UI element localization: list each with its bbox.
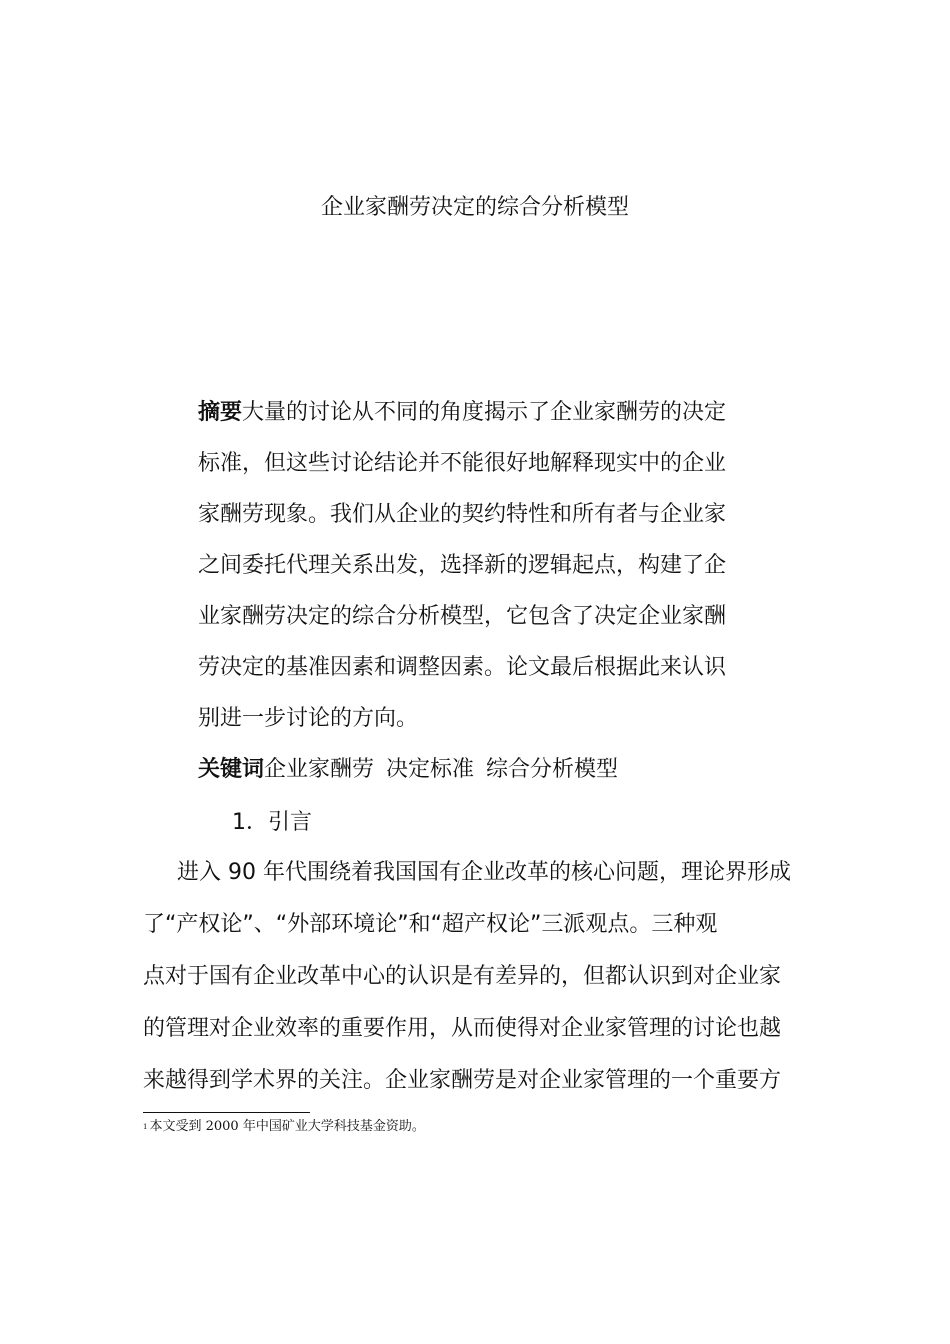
abstract-line: 业家酬劳决定的综合分析模型，它包含了决定企业家酬 [198,604,727,629]
abstract-text: 大量的讨论从不同的角度揭示了企业家酬劳的决定 [242,400,727,425]
footnote-divider [143,1112,310,1113]
abstract-line: 标准，但这些讨论结论并不能很好地解释现实中的企业 [198,451,727,476]
abstract-line [198,396,758,447]
body-line: 了“产权论”、“外部环境论”和“超产权论”三派观点。三种观 [143,912,718,937]
keyword-item: 综合分析模型 [486,757,619,782]
keywords-label: 关键词 [198,757,265,782]
abstract-line: 家酬劳现象。我们从企业的契约特性和所有者与企业家 [198,502,727,527]
section-heading: 1．引言 [232,810,312,835]
document-title: 企业家酬劳决定的综合分析模型 [320,195,629,220]
abstract-label: 摘要 [198,400,243,425]
abstract-line: 之间委托代理关系出发，选择新的逻辑起点，构建了企 [198,553,727,578]
footnote-mark: 1 [143,1123,148,1131]
keyword-item: 企业家酬劳 [264,757,375,782]
footnote [143,1118,425,1136]
body-line: 点对于国有企业改革中心的认识是有差异的，但都认识到对企业家 [143,964,782,989]
abstract-line: 劳决定的基准因素和调整因素。论文最后根据此来认识 [198,655,727,680]
body-line: 进入 90 年代围绕着我国国有企业改革的核心问题，理论界形成 [177,860,791,885]
body-line: 来越得到学术界的关注。企业家酬劳是对企业家管理的一个重要方 [143,1068,782,1093]
keywords-line [198,753,758,804]
abstract-line: 别进一步讨论的方向。 [198,706,419,731]
keyword-item: 决定标准 [386,757,475,782]
abstract-section [198,396,758,804]
footnote-text: 本文受到 2000 年中国矿业大学科技基金资助。 [149,1119,425,1134]
body-paragraph [143,856,813,1116]
body-line: 的管理对企业效率的重要作用，从而使得对企业家管理的讨论也越 [143,1016,782,1041]
